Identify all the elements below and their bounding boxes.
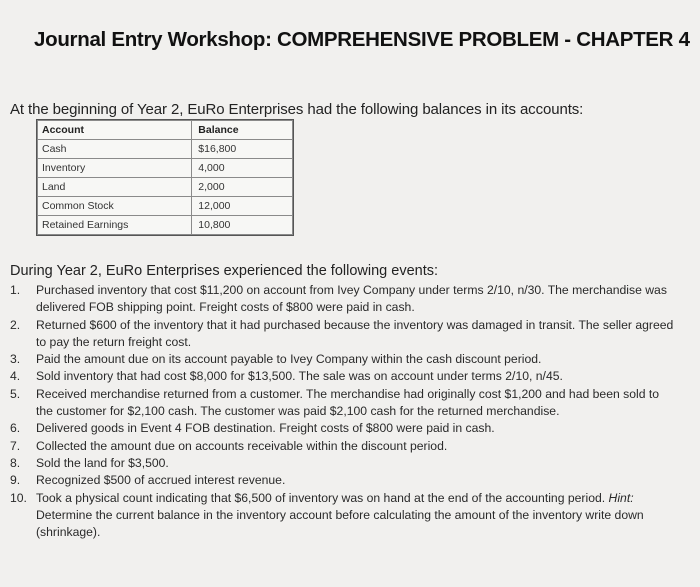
page-title: Journal Entry Workshop: COMPREHENSIVE PROBLEM - CHAPTER 4 [34, 28, 690, 51]
account-cell: Cash [38, 140, 192, 159]
event-number: 5. [10, 386, 21, 401]
account-cell: Common Stock [38, 197, 192, 216]
event-text-after: Determine the current balance in the inventory account before calculating the amount of the inventory write down (shrinkage). [36, 507, 644, 540]
list-item [10, 490, 678, 542]
event-number: 2. [10, 317, 21, 332]
header-account: Account [38, 121, 192, 140]
balances-table [37, 120, 293, 235]
list-item [10, 351, 678, 368]
table-row [38, 159, 293, 178]
event-text: Sold inventory that had cost $8,000 for $13,500. The sale was on account under terms 2/10, n/45. [36, 369, 563, 384]
balance-cell: 4,000 [192, 159, 293, 178]
event-text: Purchased inventory that cost $11,200 on account from Ivey Company under terms 2/10, n/30. The merchandise was delivered FOB shipping point. Freight costs of $800 were paid in cash. [36, 283, 667, 315]
intro-text: At the beginning of Year 2, EuRo Enterprises had the following balances in its accounts: [10, 101, 584, 118]
list-item [10, 438, 678, 455]
list-item [10, 455, 678, 472]
balance-cell: $16,800 [192, 140, 293, 159]
event-number: 6. [10, 421, 21, 436]
event-number: 9. [10, 473, 21, 488]
account-cell: Retained Earnings [38, 216, 192, 235]
list-item [10, 472, 678, 489]
event-text: Received merchandise returned from a customer. The merchandise had originally cost $1,200 and had been sold to the customer for $2,100 cash. The customer was paid $2,100 cash for the returned merchandise. [36, 386, 660, 419]
account-cell: Land [38, 178, 192, 197]
event-number: 3. [10, 352, 21, 367]
table-row [38, 197, 293, 216]
balance-cell: 12,000 [192, 197, 293, 216]
event-text: Collected the amount due on accounts receivable within the discount period. [36, 438, 448, 453]
table-row [38, 140, 293, 159]
hint-label: Hint: [608, 490, 634, 505]
list-item [10, 368, 678, 385]
list-item [10, 282, 678, 317]
list-item [10, 386, 678, 421]
table-row [38, 178, 293, 197]
event-text [36, 490, 678, 542]
events-list [10, 282, 678, 541]
event-number: 10. [10, 490, 27, 505]
event-text-before: Took a physical count indicating that $6,500 of inventory was on hand at the end of the accounting period. [36, 490, 609, 505]
events-heading: During Year 2, EuRo Enterprises experienced the following events: [10, 263, 439, 279]
event-number: 7. [10, 438, 21, 453]
event-text: Sold the land for $3,500. [36, 455, 169, 470]
event-number: 4. [10, 369, 21, 384]
event-text: Recognized $500 of accrued interest revenue. [36, 473, 286, 488]
list-item [10, 420, 678, 437]
event-number: 8. [10, 455, 21, 470]
table-row [38, 216, 293, 235]
event-text: Delivered goods in Event 4 FOB destination. Freight costs of $800 were paid in cash. [36, 421, 495, 436]
list-item [10, 317, 678, 352]
balance-cell: 2,000 [192, 178, 293, 197]
balance-cell: 10,800 [192, 216, 293, 235]
event-text: Returned $600 of the inventory that it had purchased because the inventory was damaged in transit. The seller agreed to pay the return freight cost. [36, 317, 674, 349]
event-number: 1. [10, 283, 21, 297]
header-balance: Balance [192, 121, 293, 140]
account-cell: Inventory [38, 159, 192, 178]
table-header-row [38, 121, 293, 140]
event-text: Paid the amount due on its account payable to Ivey Company within the cash discount period. [36, 352, 542, 367]
